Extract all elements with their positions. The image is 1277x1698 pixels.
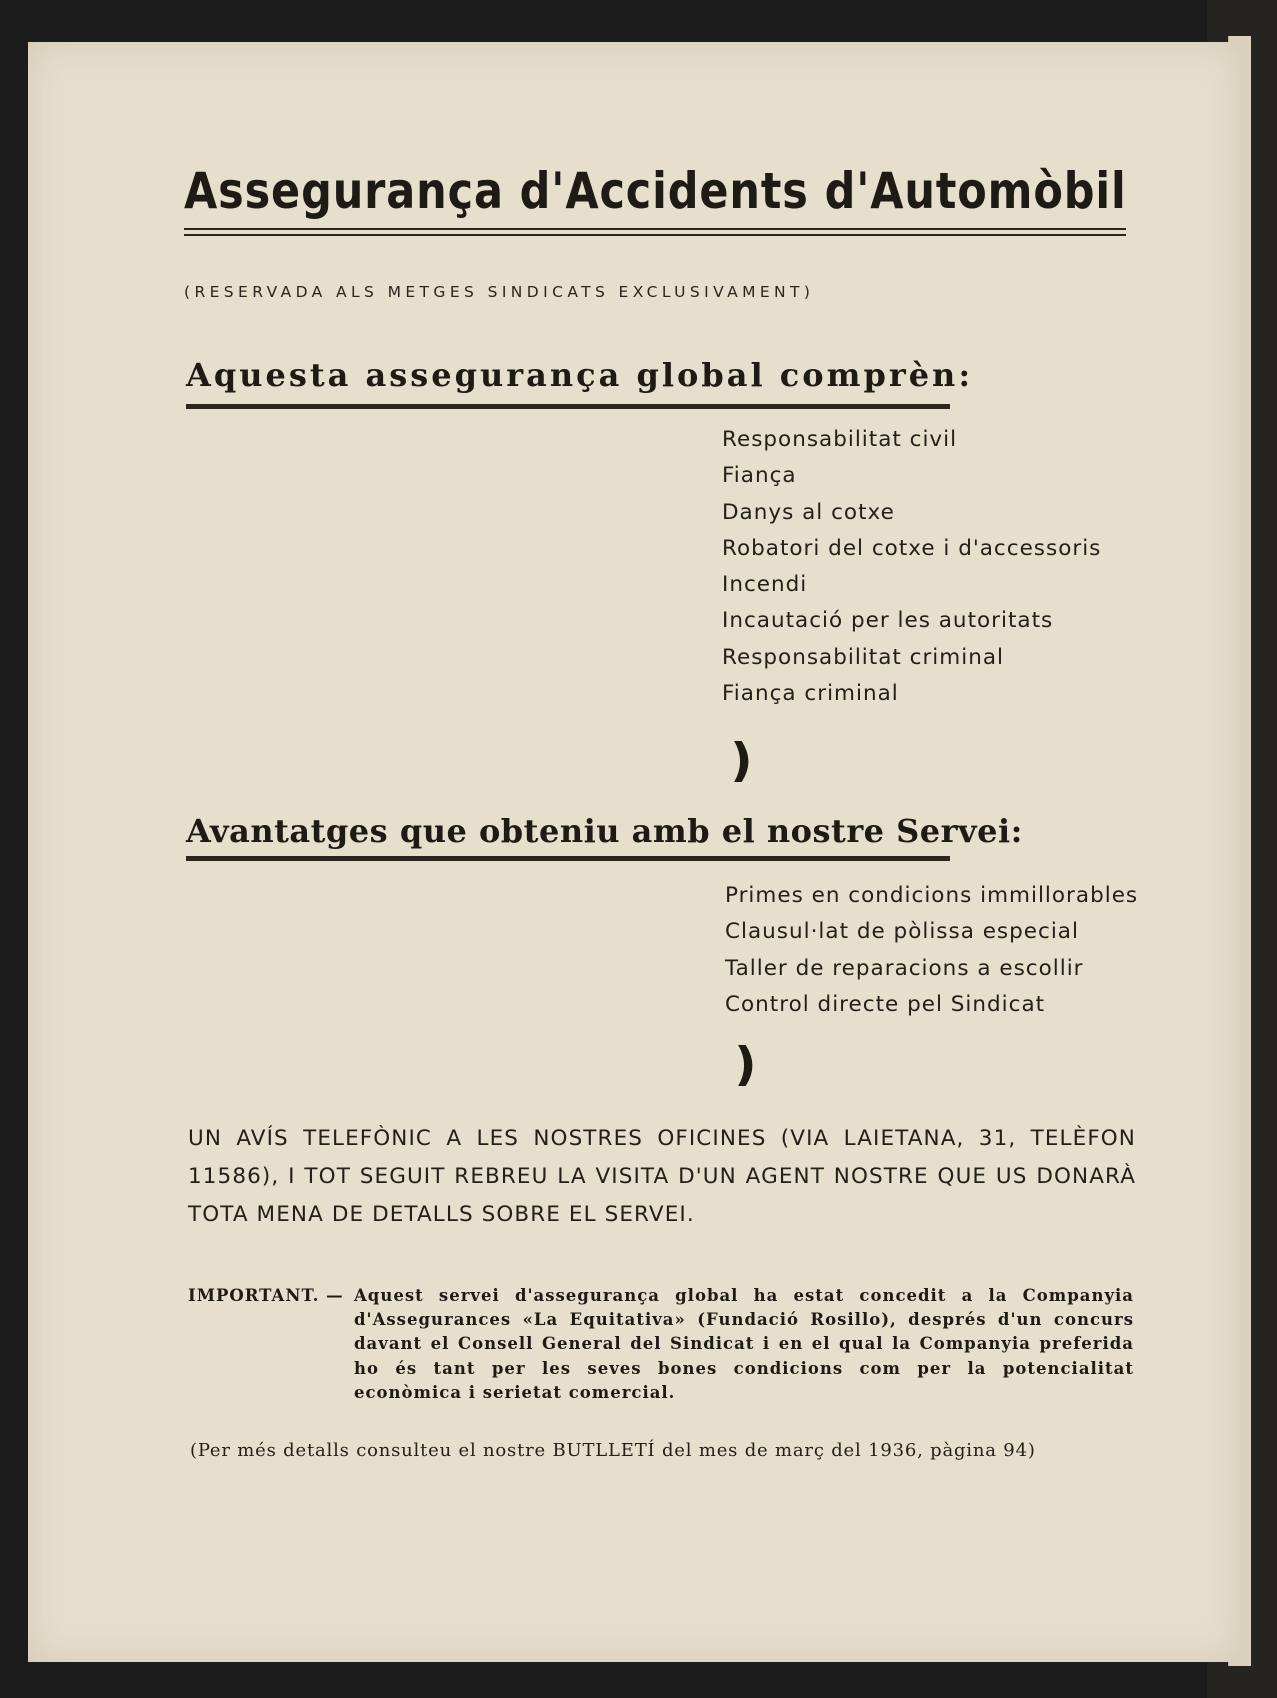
advantages-heading-rule: [186, 856, 950, 861]
advantages-list: [725, 878, 1138, 1023]
list-item: Robatori del cotxe i d'accessoris: [722, 535, 1102, 561]
ornament-separator: ❫: [726, 1037, 765, 1091]
page-title: Assegurança d'Accidents d'Automòbil: [184, 162, 1127, 220]
list-item: Responsabilitat civil: [722, 427, 958, 452]
title-double-rule: [184, 228, 1126, 240]
list-item: Fiança: [722, 463, 797, 489]
advantages-heading: Avantatges que obteniu amb el nostre Servei:: [186, 812, 1023, 850]
coverage-heading: Aquesta assegurança global comprèn:: [186, 356, 974, 394]
list-item: Incendi: [722, 572, 808, 598]
page-subtitle: (RESERVADA ALS METGES SINDICATS EXCLUSIVAMENT): [184, 283, 815, 301]
important-label: IMPORTANT. —: [188, 1286, 344, 1305]
list-item: Control directe pel Sindicat: [725, 991, 1046, 1017]
list-item: Primes en condicions immillorables: [725, 883, 1139, 908]
list-item: Taller de reparacions a escollir: [725, 955, 1084, 981]
list-item: Fiança criminal: [722, 681, 899, 707]
list-item: Clausul·lat de pòlissa especial: [725, 919, 1079, 945]
list-item: Danys al cotxe: [722, 499, 895, 525]
list-item: Incautació per les autoritats: [722, 608, 1054, 634]
call-to-action-paragraph: UN AVÍS TELEFÒNIC A LES NOSTRES OFICINES (VIA LAIETANA, 31, TELÈFON 11586), I TOT SEGUIT REBREU LA VISITA D'UN AGENT NOSTRE QUE US DONARÀ TOTA MENA DE DETALLS SOBRE EL SERVEI.: [188, 1126, 1136, 1227]
important-text: Aquest servei d'assegurança global ha estat concedit a la Companyia d'Assegurances «La Equitativa» (Fundació Rosillo), després d'un concurs davant el Consell General del Sindicat i en el qual la Companyia preferida ho és tant per les seves bones condicions com per la potencialitat econòmica i serietat comercial.: [354, 1286, 1134, 1402]
coverage-list: [722, 422, 1101, 712]
ornament-separator: ❫: [722, 733, 761, 787]
coverage-heading-rule: [186, 404, 950, 409]
list-item: Responsabilitat criminal: [722, 644, 1004, 670]
footnote: (Per més detalls consulteu el nostre BUTLLETÍ del mes de març del 1936, pàgina 94): [190, 1440, 1036, 1461]
important-notice: [188, 1284, 1134, 1405]
